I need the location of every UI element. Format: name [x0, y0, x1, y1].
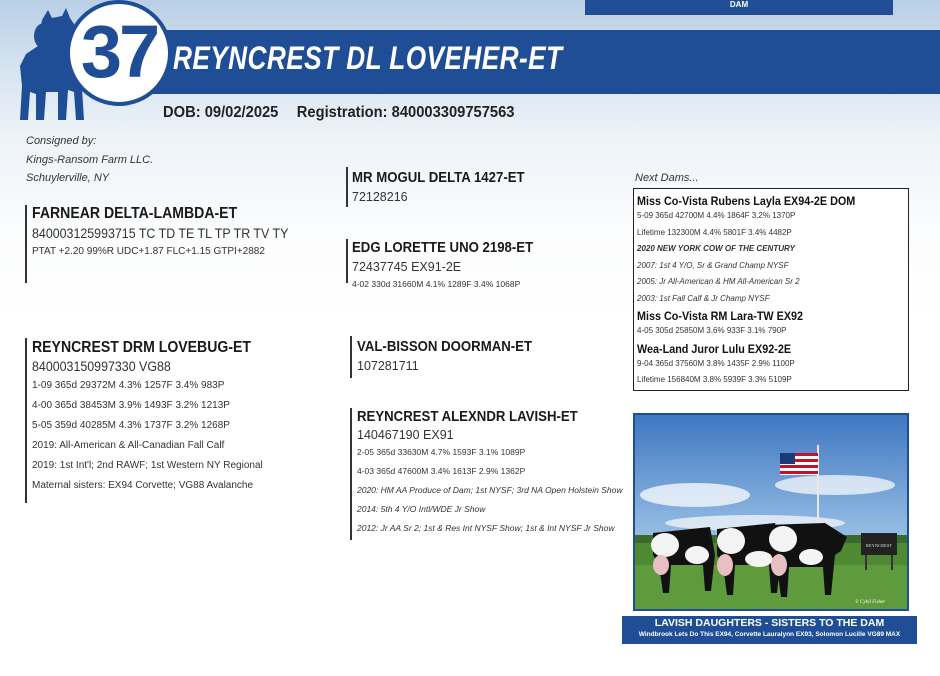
consignor-location: Schuylerville, NY	[26, 172, 110, 184]
dam-record-3: 5-05 359d 40285M 4.3% 1737F 3.2% 1268P	[32, 420, 230, 431]
dam-record-2: 4-00 365d 38453M 3.9% 1493F 3.2% 1213P	[32, 400, 230, 411]
photo-credit: © Cybil Fisher	[855, 600, 886, 605]
sign-text: REYNCREST	[865, 543, 893, 548]
dam-dam-block	[357, 408, 623, 538]
sire-sire-name: MR MOGUL DELTA 1427-ET	[352, 169, 525, 186]
dam-sire-bracket	[350, 336, 352, 378]
next-dam-1-award-2: 2005: Jr All-American & HM All-American Sr 2	[637, 277, 800, 286]
caption-subtitle: Windbrook Lets Do This EX94, Corvette Lauralynn EX93, Solomon Lucille VG89 MAX	[638, 631, 901, 638]
sire-block	[32, 205, 311, 263]
lot-title: REYNCREST DL LOVEHER-ET	[173, 40, 563, 76]
next-dam-3-lifetime: Lifetime 156840M 3.8% 5939F 3.3% 5109P	[637, 375, 792, 384]
registration-text: Registration: 840003309757563	[296, 104, 515, 121]
next-dams-box	[633, 188, 909, 391]
sire-sire-reg: 72128216	[352, 190, 408, 204]
sire-name: FARNEAR DELTA-LAMBDA-ET	[32, 205, 238, 222]
dam-reg: 840003150997330 VG88	[32, 359, 171, 374]
next-dam-3-name: Wea-Land Juror Lulu EX92-2E	[637, 341, 792, 356]
sire-sire-block	[352, 169, 548, 204]
caption-title: LAVISH DAUGHTERS - SISTERS TO THE DAM	[654, 617, 885, 629]
next-dam-1-award-1: 2007: 1st 4 Y/O, Sr & Grand Champ NYSF	[637, 260, 789, 270]
next-dam-1-highlight: 2020 NEW YORK COW OF THE CENTURY	[637, 244, 795, 253]
dam-tab: DAM	[585, 0, 893, 15]
dam-award-1: 2019: All-American & All-Canadian Fall Calf	[32, 440, 225, 451]
next-dam-1-name: Miss Co-Vista Rubens Layla EX94-2E DOM	[637, 194, 856, 208]
dam-dam-award-1: 2020: HM AA Produce of Dam; 1st NYSF; 3rd NA Open Holstein Show	[357, 485, 623, 495]
next-dam-2-record: 4-05 305d 25850M 3.6% 933F 3.1% 790P	[637, 326, 787, 335]
sire-dam-reg: 72437745 EX91-2E	[352, 260, 462, 274]
sire-bracket	[25, 205, 27, 283]
next-dam-1-lifetime: Lifetime 132300M 4.4% 5801F 3.4% 4482P	[637, 227, 792, 237]
flag-icon	[780, 453, 818, 475]
sire-genomics: PTAT +2.20 99%R UDC+1.87 FLC+1.15 GTPI+2882	[32, 246, 265, 257]
photo-caption	[622, 616, 917, 644]
dam-dam-bracket	[350, 408, 352, 540]
photo-scene	[635, 415, 907, 609]
dam-sire-block	[357, 338, 556, 373]
next-dams-label: Next Dams...	[635, 172, 699, 184]
dam-dam-record-2: 4-03 365d 47600M 3.4% 1613F 2.9% 1362P	[357, 466, 526, 476]
sire-reg: 840003125993715 TC TD TE TL TP TR TV TY	[32, 226, 289, 241]
dam-award-2: 2019: 1st Int'l; 2nd RAWF; 1st Western NY Regional	[32, 460, 263, 471]
dam-dam-award-3: 2012: Jr AA Sr 2; 1st & Res Int NYSF Show; 1st & Int NYSF Jr Show	[357, 523, 615, 533]
dam-bracket	[25, 338, 27, 503]
sire-dam-record: 4-02 330d 31660M 4.1% 1289F 3.4% 1068P	[352, 279, 521, 289]
sire-sire-bracket	[346, 167, 348, 207]
dam-sire-name: VAL-BISSON DOORMAN-ET	[357, 338, 533, 355]
dam-sisters: Maternal sisters: EX94 Corvette; VG88 Avalanche	[32, 480, 254, 491]
consignor-block	[26, 132, 153, 188]
next-dam-3-record: 9-04 365d 37560M 3.8% 1435F 2.9% 1100P	[637, 358, 795, 368]
next-dam-1-award-3: 2003: 1st Fall Calf & Jr Champ NYSF	[637, 293, 770, 303]
sisters-photo	[633, 413, 909, 611]
next-dam-1-record: 5-09 365d 42700M 4.4% 1864F 3.2% 1370P	[637, 211, 796, 220]
dam-dam-name: REYNCREST ALEXNDR LAVISH-ET	[357, 408, 578, 425]
dam-dam-record-1: 2-05 365d 33630M 4.7% 1593F 3.1% 1089P	[357, 447, 526, 457]
dam-block	[32, 339, 281, 496]
dam-dam-reg: 140467190 EX91	[357, 428, 454, 442]
sire-dam-name: EDG LORETTE UNO 2198-ET	[352, 239, 534, 256]
dob-registration-line	[163, 104, 533, 122]
lot-number: 37	[80, 10, 158, 93]
dam-name: REYNCREST DRM LOVEBUG-ET	[32, 339, 252, 356]
next-dam-2-name: Miss Co-Vista RM Lara-TW EX92	[637, 309, 804, 323]
dam-record-1: 1-09 365d 29372M 4.3% 1257F 3.4% 983P	[32, 380, 225, 391]
dam-dam-award-2: 2014: 5th 4 Y/O Intl/WDE Jr Show	[357, 504, 486, 514]
next-dams-content	[637, 194, 880, 389]
sire-dam-block	[352, 239, 558, 292]
consigned-by-label: Consigned by:	[26, 135, 97, 147]
dob-text: DOB: 09/02/2025	[163, 104, 279, 121]
dam-sire-reg: 107281711	[357, 359, 419, 373]
sire-dam-bracket	[346, 239, 348, 283]
consignor-farm: Kings-Ransom Farm LLC.	[26, 153, 154, 166]
